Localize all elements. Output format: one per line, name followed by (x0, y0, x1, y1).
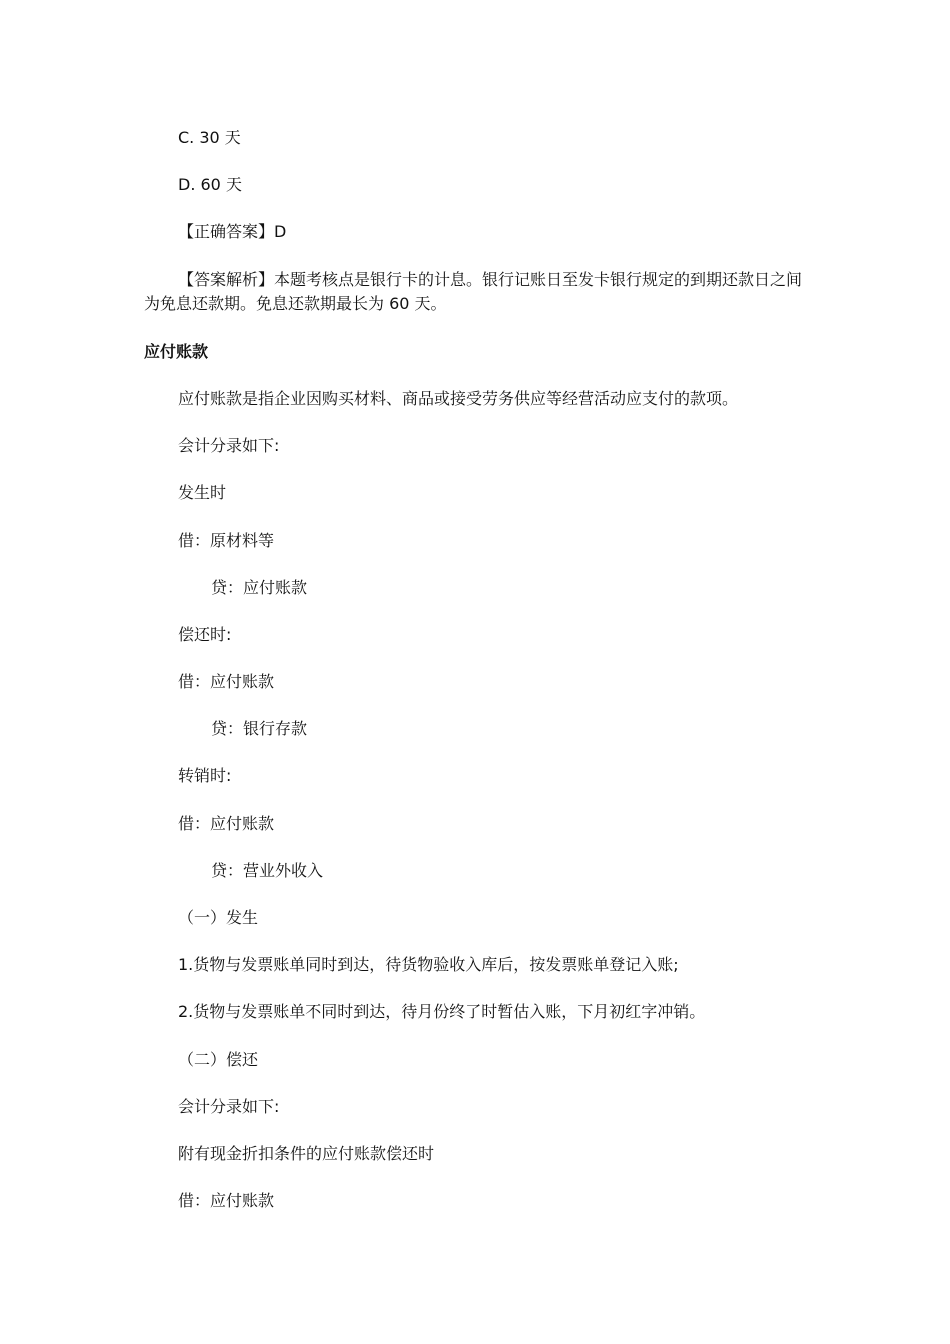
writeoff-label: 转销时: (178, 766, 232, 785)
writeoff-debit: 借：应付账款 (178, 814, 275, 833)
option-c: C. 30 天 (178, 128, 241, 147)
writeoff-credit: 贷：营业外收入 (211, 861, 324, 880)
occur-credit: 贷：应付账款 (211, 578, 308, 597)
subsection-heading: （一）发生 (178, 908, 259, 927)
occur-debit: 借：原材料等 (178, 531, 275, 550)
discount-debit: 借：应付账款 (178, 1191, 275, 1210)
option-d: D. 60 天 (178, 175, 242, 194)
list-item: 2.货物与发票账单不同时到达，待月份终了时暂估入账，下月初红字冲销。 (178, 1002, 706, 1021)
definition-text: 应付账款是指企业因购买材料、商品或接受劳务供应等经营活动应支付的款项。 (178, 389, 739, 408)
entry-intro: 会计分录如下: (178, 436, 280, 455)
list-item: 1.货物与发票账单同时到达，待货物验收入库后，按发票账单登记入账; (178, 955, 679, 974)
correct-answer: 【正确答案】D (178, 222, 287, 241)
entry-intro: 会计分录如下: (178, 1097, 280, 1116)
repay-credit: 贷：银行存款 (211, 719, 308, 738)
section-heading: 应付账款 (144, 342, 209, 361)
repay-label: 偿还时: (178, 625, 232, 644)
occur-label: 发生时 (178, 483, 227, 502)
repay-debit: 借：应付账款 (178, 672, 275, 691)
subsection-heading: （二）偿还 (178, 1050, 259, 1069)
answer-analysis: 【答案解析】本题考核点是银行卡的计息。银行记账日至发卡银行规定的到期还款日之间为免息还款期。免息还款期最长为 60 天。 (144, 270, 803, 313)
discount-label: 附有现金折扣条件的应付账款偿还时 (178, 1144, 435, 1163)
